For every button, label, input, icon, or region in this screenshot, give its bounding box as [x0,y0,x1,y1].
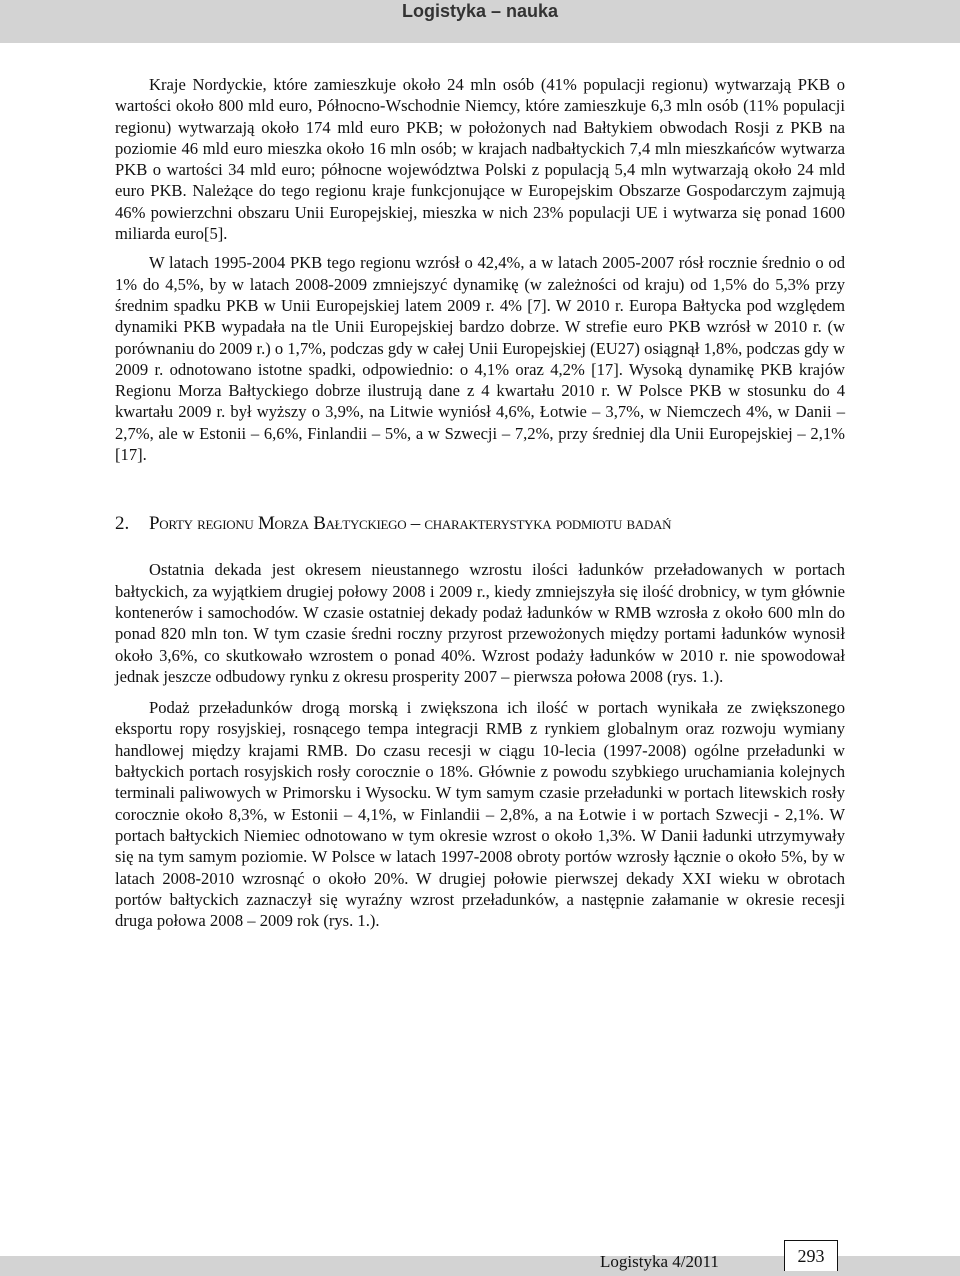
footer-journal: Logistyka 4/2011 [600,1252,719,1271]
paragraph-1: Kraje Nordyckie, które zamieszkuje około 24 mln osób (41% populacji regionu) wytwarzają PKB o wartości około 800 mld euro, Północno-Wschodnie Niemcy, które zamieszkuje 6,3 mln osób (11% populacji regionu) wytwarzają około 174 mld euro PKB; w położonych nad Bałtykiem obwodach Rosji z PKB na poziomie 46 mld euro mieszka około 16 mln osób; w krajach nadbałtyckich 7,4 mln mieszkańców wytwarza PKB o wartości 34 mld euro; północne województwa Polski z populacją 5,4 mln wytwarzają około 24 mld euro PKB. Należące do tego regionu kraje funkcjonujące w Europejskim Obszarze Gospodarczym zajmują 46% powierzchni obszaru Unii Europejskiej, mieszka w nich 23% populacji UE i wytwarza się ponad 1600 miliarda euro[5]. [115,75,845,244]
paragraph-2: W latach 1995-2004 PKB tego regionu wzrósł o 42,4%, a w latach 2005-2007 rósł rocznie średnio o od 1% do 4,5%, by w latach 2008-2009 zmniejszyć dynamikę (w zależności od kraju) od 1,5% do 5,3% przy średnim spadku PKB w Unii Europejskiej latem 2009 r. 4% [7]. W 2010 r. Europa Bałtycka pod względem dynamiki PKB wypadała na tle Unii Europejskiej bardzo dobrze. W strefie euro PKB wzrósł w 2010 r. (w porównaniu do 2009 r.) o 1,7%, podczas gdy w całej Unii Europejskiej (EU27) osiągnął 1,8%, podczas gdy w 2009 r. odnotowano istotne spadki, odpowiednio: o 4,1% oraz 4,2% [17]. Wysoką dynamikę PKB krajów Regionu Morza Bałtyckiego dobrze ilustrują dane z 4 kwartału 2010 r. W Polsce PKB w stosunku do 4 kwartału 2009 r. był wyższy o 3,9%, na Litwie wyniósł 4,6%, Łotwie – 3,7%, w Niemczech 4%, w Danii – 2,7%, ale w Estonii – 6,6%, Finlandii – 5%, a w Szwecji – 7,2%, przy średniej dla Unii Europejskiej – 2,1% [17]. [115,253,845,465]
running-header [0,0,960,43]
paragraph-3: Ostatnia dekada jest okresem nieustannego wzrostu ilości ładunków przeładowanych w portach bałtyckich, za wyjątkiem drugiej połowy 2008 i 2009 r., kiedy zmniejszyła się ilość drobnicy, w tym głównie kontenerów i samochodów. W czasie ostatniej dekady podaż ładunków w RMB wzrosła z około 600 mln do ponad 820 mln ton. W tym czasie średni roczny przyrost przewożonych między portami ładunków wynosił około 3,6%, co skutkowało wzrostem o ponad 40%. Wzrost podaży ładunków w 2010 r. nie spowodował jednak jeszcze odbudowy rynku z okresu prosperity 2007 – pierwsza połowa 2008 (rys. 1.). [115,560,845,686]
paragraph-4: Podaż przeładunków drogą morską i zwiększona ich ilość w portach wynikała ze zwiększonego eksportu ropy rosyjskiej, rosnącego tempa integracji RMB z rynkiem globalnym oraz rozwoju wymiany handlowej między krajami RMB. Do czasu recesji w ciągu 10-lecia (1997-2008) ogólne przeładunki w bałtyckich portach rosyjskich rosły corocznie o 18%. Głównie z powodu szybkiego uruchamiania kolejnych terminali paliwowych w Primorsku i Wysocku. W tym samym czasie przeładunki w portach litewskich rosły corocznie około 8,3%, w Estonii – 4,1%, w Finlandii – 2,8%, a na Łotwie i w portach Szwecji - 2,1%. W portach bałtyckich Niemiec odnotowano w tym okresie wzrost o około 1,3%. W Danii ładunki utrzymywały się na tym samym poziomie. W Polsce w latach 1997-2008 obroty portów wzrosły łącznie o około 5%, by w latach 2008-2010 wzrosnąć o około 20%. W drugiej połowie pierwszej dekady XXI wieku w obrotach portów bałtyckich zaznaczył się wyraźny wzrost przeładunków, a następnie załamanie w okresie recesji druga połowa 2008 – 2009 rok (rys. 1.). [115,698,845,931]
section-title: Porty regionu Morza Bałtyckiego – charakterystyka podmiotu badań [149,513,672,535]
article-body [115,74,845,931]
section-number: 2. [115,513,130,535]
section-heading [115,510,845,537]
header-title: Logistyka – nauka [401,1,559,21]
page-number: 293 [784,1240,838,1271]
